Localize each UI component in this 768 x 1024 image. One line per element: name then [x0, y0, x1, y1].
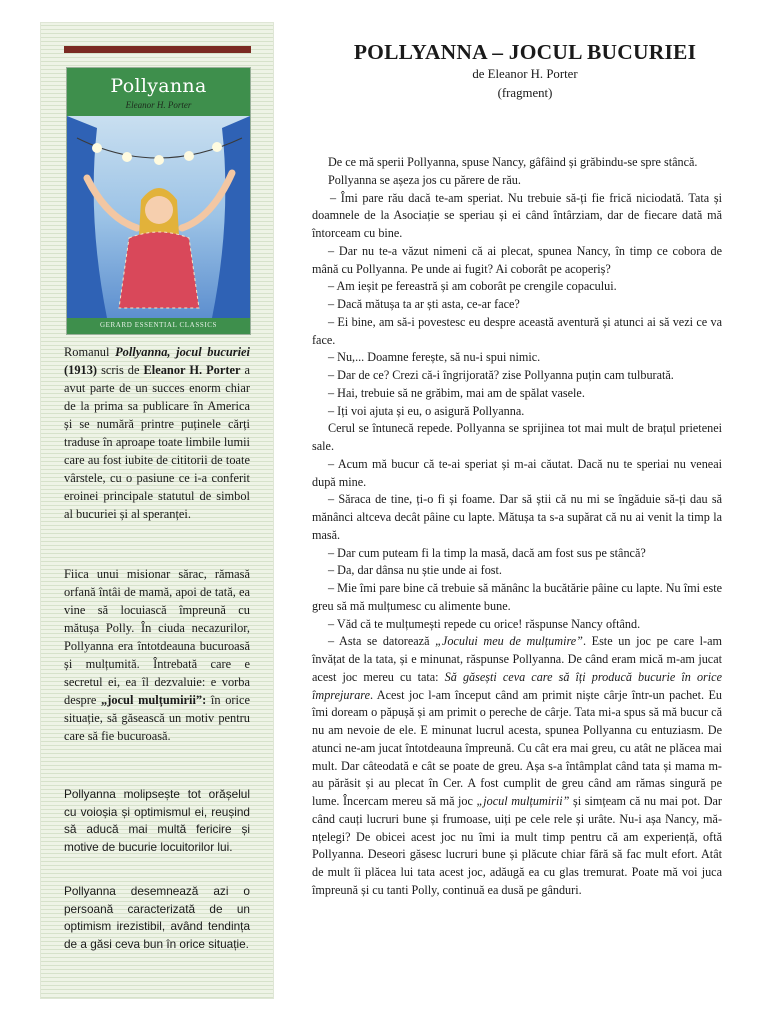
sidebar-paragraph-plot: [64, 565, 250, 745]
text-run: scris de: [97, 363, 144, 377]
sidebar-paragraph-intro: [64, 343, 250, 523]
author-byline: de Eleanor H. Porter: [472, 67, 578, 81]
story-paragraph: – Mie îmi pare bine că trebuie să mănânc la bucătărie pâine cu lapte. Nu îmi este greu să mă mulțumesc cu alimente bune.: [312, 581, 722, 613]
story-paragraph: – Îmi pare rău dacă te-am speriat. Nu trebuie să-ți fie frică niciodată. Tata și doamnele de la Asociație se speriau și ei când întârziam, dar de fiecare dată mă întorceam cu bine.: [312, 190, 722, 240]
game-name-emphasis: „Jocului meu de mulțumire”: [435, 634, 583, 649]
story-paragraph: – Da, dar dânsa nu știe unde ai fost.: [328, 563, 502, 578]
game-name-emphasis: „jocul mulțumirii”:: [101, 693, 207, 707]
story-paragraph: – Dacă mătușa ta ar ști asta, ce-ar face?: [328, 297, 520, 311]
cover-title: Pollyanna: [110, 75, 207, 97]
story-text: [312, 154, 722, 900]
sidebar-top-rule: [64, 46, 251, 53]
text-run: Romanul: [64, 345, 116, 359]
story-paragraph: – Dar nu te-a văzut nimeni că ai plecat, spunea Nancy, în timp ce cobora de mână cu Pollyanna. Pe unde ai fugit? Ai coborât pe acoperiș?: [312, 243, 722, 276]
story-paragraph: De ce mă sperii Pollyanna, spuse Nancy, gâfâind și grăbindu-se spre stâncă.: [328, 155, 698, 169]
story-paragraph-game: [312, 633, 722, 899]
story-paragraph: Cerul se întunecă repede. Pollyanna se sprijinea tot mai mult de brațul prietenei sale.: [312, 421, 722, 453]
text-run: . Acest joc l-am început când am primit niște cârje într-un pachet. Eu îmi doream o păpușă și am primit o pereche de cârje. Tata mi-a spus să mă bucur că nu am nevoie de ele. E minunat lucrul acesta, spunea Pollyanna cu entuziasm. De atunci ne-am jucat întotdeauna împreună. Cu cât era mai greu, cu atât ne plăcea mai mult. Dar câteodată e cât se poate de greu. Așa s-a întâmplat când tata și mama m-au părăsit și au plecat în Cer. A fost cumplit de greu când am rămas singură pe lume. Încercam mereu să mă joc: [312, 687, 722, 808]
story-paragraph: – Văd că te mulțumești repede cu orice! răspunse Nancy oftând.: [328, 616, 641, 631]
book-title-emphasis: Pollyanna, jocul bucuriei: [115, 345, 250, 359]
text-run: Fiica unui misionar sărac, rămasă orfană întâi de mamă, apoi de tată, ea vine să locuiască împreună cu mătușa Polly. În ciuda necazurilor, Pollyanna era întotdeauna bucuroasă și mulțumită. Întrebată care e secretul ei, ea îl dezvaluie: e vorba despre: [64, 567, 250, 707]
author-emphasis: Eleanor H. Porter: [143, 363, 241, 377]
text-run: a avut parte de un succes enorm chiar de la prima sa publicare în America și se numără printre puținele cărți traduse în aproape toate limbile lumii care au fost iubite de cititorii de toate vârstele, cu o pasiune ce i-a conferit eroinei principale statutul de simbol al bucuriei și al speranței.: [64, 363, 250, 521]
fragment-label: (fragment): [497, 86, 553, 100]
story-paragraph: – Am ieșit pe fereastră și am coborât pe crengile copacului.: [328, 279, 617, 294]
text-run: în orice situație, să găsească un motiv pentru care să fie bucuroasă.: [64, 693, 250, 743]
text-run: – Asta se datorează: [328, 634, 436, 649]
story-paragraph: – Ei bine, am să-i povestesc eu despre această aventură și atunci ai să vezi ce va face.: [312, 314, 722, 347]
story-paragraph: – Iți voi ajuta și eu, o asigură Pollyanna.: [328, 403, 525, 418]
story-paragraph: Pollyanna se așeza jos cu părere de rău.: [328, 172, 521, 187]
sidebar-paragraph-town: Pollyanna molipsește tot orășelul cu voioșia și optimismul ei, reușind să aducă mai multă fericire și motive de bucurie locuitorilor lui.: [64, 787, 250, 854]
story-paragraph: – Hai, trebuie să ne grăbim, mai am de spălat vasele.: [328, 385, 585, 400]
text-run: . Este un joc pe care l-am învățat de la tata, și e minunat, răspunse Pollyanna. De când eram mică m-am jucat acest joc mereu cu tata:: [312, 634, 722, 684]
story-paragraph: – Dar de ce? Crezi că-i îngrijorată? zise Pollyanna puțin cam tulburată.: [328, 368, 674, 382]
story-paragraph: – Săraca de tine, ți-o fi și foame. Dar să știi că nu mi se îngăduie să-ți dau să mănânci altceva decât pâine cu lapte. Mătușa ta s-a supărat că nu ai venit la timp la masă.: [312, 492, 722, 542]
page-title: POLLYANNA – JOCUL BUCURIEI: [353, 40, 697, 64]
game-name-emphasis: „jocul mulțumirii”: [476, 794, 570, 808]
cover-author: Eleanor H. Porter: [125, 100, 192, 110]
year-emphasis: (1913): [64, 363, 98, 377]
text-run: și simțeam că nu mai pot. Dar când cauți lucruri bune și frumoase, uiți pe cele rele și urâte. Nu-i așa Nancy, mă-nțelegi? De obicei acest joc nu îmi ia mult timp pentru că am experiență, oftă Pollyanna. Deseori găsesc lucruri bune și plăcute chiar fără să fac mult efort. Atât de mult îi plăcea lui tata acest joc, adăugă ea cu glas tremurat. Poate mă voi juca împreună și cu tanti Polly, continuă ea dusă pe gânduri.: [312, 794, 722, 897]
book-cover: [66, 67, 251, 335]
sidebar-paragraph-legacy: Pollyanna desemnează azi o persoană caracterizată de un optimism irezistibil, având tendința de a găsi ceva bun în orice situație.: [64, 884, 250, 951]
story-paragraph: – Nu,... Doamne ferește, să nu-i spui nimic.: [328, 350, 541, 365]
game-rule-emphasis: Să găsești ceva care să îți producă bucurie în orice împrejurare: [312, 669, 722, 702]
cover-series: GERARD ESSENTIAL CLASSICS: [99, 321, 218, 329]
story-paragraph: – Acum mă bucur că te-ai speriat și m-ai căutat. Dacă nu te speriai nu veneai după mine.: [312, 456, 722, 489]
story-paragraph: – Dar cum puteam fi la timp la masă, dacă am fost sus pe stâncă?: [328, 545, 646, 560]
